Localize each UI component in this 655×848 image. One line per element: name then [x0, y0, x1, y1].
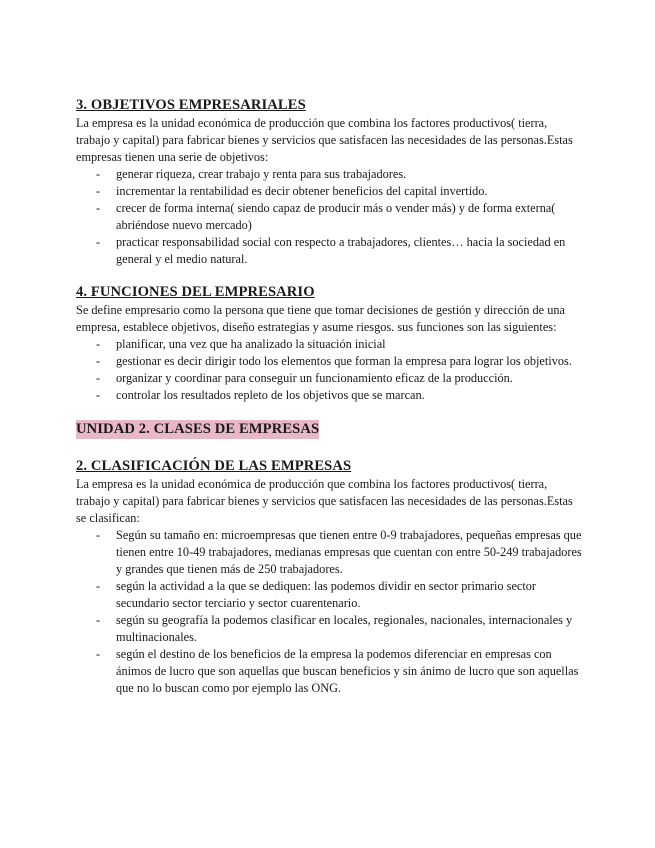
bullet-dash: -: [96, 647, 101, 661]
section-heading: 2. CLASIFICACIÓN DE LAS EMPRESAS: [76, 458, 352, 474]
list-item: - practicar responsabilidad social con respecto a trabajadores, clientes… hacia la sociedad en general y el medio natural.: [96, 235, 566, 266]
bullet-dash: -: [96, 579, 101, 593]
unit-heading: [76, 420, 584, 439]
list-item: - planificar, una vez que ha analizado la situación inicial: [96, 337, 386, 351]
section-funciones: [76, 283, 584, 404]
bullet-list: [76, 166, 584, 268]
bullet-dash: -: [96, 371, 101, 385]
section-objetivos: [76, 96, 584, 268]
section-heading: 4. FUNCIONES DEL EMPRESARIO: [76, 284, 315, 300]
section-heading: 3. OBJETIVOS EMPRESARIALES: [76, 97, 306, 113]
section-intro: La empresa es la unidad económica de producción que combina los factores productivos( tierra, trabajo y capital) para fabricar bienes y servicios que satisfacen las necesidades de las personas.Estas se clasifican:: [76, 477, 573, 525]
list-item: - controlar los resultados repleto de los objetivos que se marcan.: [96, 388, 425, 402]
section-intro: La empresa es la unidad económica de producción que combina los factores productivos( tierra, trabajo y capital) para fabricar bienes y servicios que satisfacen las necesidades de las personas.Estas empresas tienen una serie de objetivos:: [76, 116, 573, 164]
bullet-dash: -: [96, 337, 101, 351]
section-clasificacion: [76, 457, 584, 697]
bullet-dash: -: [96, 613, 101, 627]
bullet-dash: -: [96, 201, 101, 215]
list-item: - Según su tamaño en: microempresas que tienen entre 0-9 trabajadores, pequeñas empresas que tienen entre 10-49 trabajadores, medianas empresas que cuentan con entre 50-249 trabajadores y grandes que tienen más de 250 trabajadores.: [96, 528, 582, 576]
section-intro: Se define empresario como la persona que tiene que tomar decisiones de gestión y dirección de una empresa, establece objetivos, diseño estrategias y asume riesgos. sus funciones son las siguientes:: [76, 303, 565, 334]
list-item: - generar riqueza, crear trabajo y renta para sus trabajadores.: [96, 167, 407, 181]
bullet-dash: -: [96, 184, 101, 198]
list-item: - según el destino de los beneficios de la empresa la podemos diferenciar en empresas con ánimos de lucro que son aquellas que buscan beneficios y sin ánimo de lucro que son aquellas que no lo buscan como por ejemplo las ONG.: [96, 647, 579, 695]
bullet-list: [76, 336, 584, 404]
list-item: - organizar y coordinar para conseguir un funcionamiento eficaz de la producción.: [96, 371, 513, 385]
section-unit: [76, 420, 584, 439]
bullet-dash: -: [96, 167, 101, 181]
bullet-dash: -: [96, 528, 101, 542]
bullet-list: [76, 527, 584, 697]
bullet-dash: -: [96, 354, 101, 368]
document-page: [76, 96, 584, 697]
list-item: - según su geografía la podemos clasificar en locales, regionales, nacionales, internacionales y multinacionales.: [96, 613, 573, 644]
list-item: - según la actividad a la que se dediquen: las podemos dividir en sector primario sector secundario sector terciario y sector cuarentenario.: [96, 579, 537, 610]
list-item: - crecer de forma interna( siendo capaz de producir más o vender más) y de forma externa( abriéndose nuevo mercado): [96, 201, 556, 232]
bullet-dash: -: [96, 388, 101, 402]
list-item: - gestionar es decir dirigir todo los elementos que forman la empresa para lograr los objetivos.: [96, 354, 572, 368]
list-item: - incrementar la rentabilidad es decir obtener beneficios del capital invertido.: [96, 184, 488, 198]
bullet-dash: -: [96, 235, 101, 249]
unit-highlight: UNIDAD 2. CLASES DE EMPRESAS: [76, 421, 320, 437]
